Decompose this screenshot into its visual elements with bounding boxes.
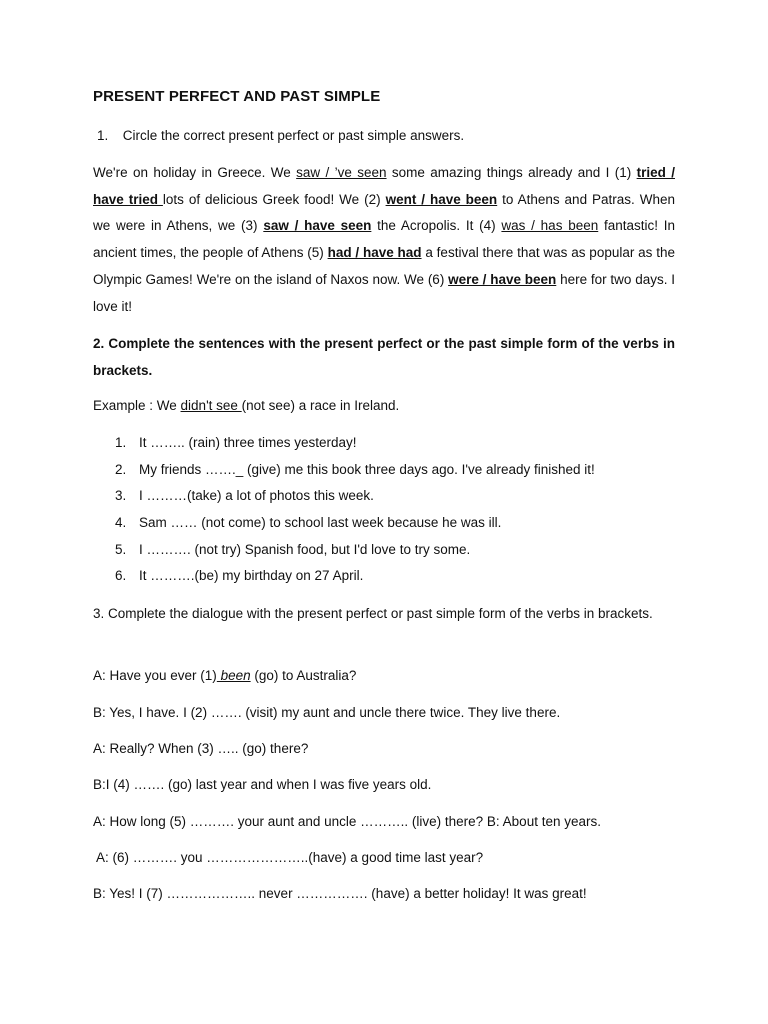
list-item xyxy=(93,514,693,541)
dialogue-example-answer: been xyxy=(216,668,251,683)
exercise-2-instruction: 2. Complete the sentences with the present perfect or the past simple form of the verbs in brackets. xyxy=(93,336,675,378)
example-answer: didn't see xyxy=(180,398,242,413)
dialogue-line: A: Really? When (3) ….. (go) there? xyxy=(93,741,309,756)
exercise-1-instruction-text: Circle the correct present perfect or past simple answers. xyxy=(122,128,465,143)
paragraph-text: fantastic! In ancient times, the people of Athens (5) xyxy=(93,218,676,261)
paragraph-text: a festival there that was as popular as the Olympic Games! We're on the island of Naxos now. We (6) xyxy=(93,245,675,287)
dialogue-line: B: Yes! I (7) ……………….. never ……………. (have) a better holiday! It was great! xyxy=(93,886,587,901)
item-text: It …….. (rain) three times yesterday! xyxy=(139,435,357,450)
dialogue-line: B: Yes, I have. I (2) ……. (visit) my aunt and uncle there twice. They live there. xyxy=(93,705,561,720)
page-title: PRESENT PERFECT AND PAST SIMPLE xyxy=(93,88,381,105)
item-number: 3. xyxy=(115,488,127,504)
paragraph-text: to Athens and Patras. When we were in Athens, we (3) xyxy=(93,191,675,234)
list-item xyxy=(93,567,693,594)
example-prefix: Example : We xyxy=(93,398,181,413)
item-text: My friends ……._ (give) me this book three days ago. I've already finished it! xyxy=(139,461,595,477)
answer-choice-6: were / have been xyxy=(448,271,557,287)
list-item xyxy=(93,434,693,461)
exercise-1-paragraph xyxy=(93,160,675,320)
list-item xyxy=(93,541,693,568)
dialogue-line-1 xyxy=(93,668,356,683)
dialogue-line: A: How long (5) ………. your aunt and uncle ……….. (live) there? B: About ten years. xyxy=(93,814,601,829)
list-item xyxy=(93,487,693,514)
paragraph-text: lots of delicious Greek food! We (2) xyxy=(162,191,386,207)
item-number: 4. xyxy=(115,515,127,531)
exercise-2-example xyxy=(93,398,399,413)
example-suffix: (not see) a race in Ireland. xyxy=(241,398,400,413)
dialogue-line: B:I (4) ……. (go) last year and when I was five years old. xyxy=(93,777,432,792)
exercise-1-instruction xyxy=(97,128,464,143)
item-text: It ……….(be) my birthday on 27 April. xyxy=(139,568,364,584)
answer-choice-example: saw / ’ve seen xyxy=(296,165,387,180)
answer-choice-5: had / have had xyxy=(327,245,422,261)
answer-choice-2: went / have been xyxy=(385,191,498,207)
paragraph-text: the Acropolis. It (4) xyxy=(371,218,502,234)
item-number: 6. xyxy=(115,568,127,584)
exercise-2-items xyxy=(93,434,693,594)
dialogue-prefix: A: Have you ever (1) xyxy=(93,668,217,683)
item-number: 5. xyxy=(115,541,127,557)
paragraph-text: some amazing things already and I (1) xyxy=(386,165,637,180)
dialogue-suffix: (go) to Australia? xyxy=(250,668,357,683)
dialogue-line: A: (6) ………. you …………………..(have) a good time last year? xyxy=(93,850,484,865)
item-text: I ………. (not try) Spanish food, but I'd love to try some. xyxy=(139,541,471,557)
item-text: Sam …… (not come) to school last week because he was ill. xyxy=(139,515,502,531)
answer-choice-4: was / has been xyxy=(501,218,599,234)
list-item xyxy=(93,461,693,488)
item-number: 2. xyxy=(115,461,127,477)
exercise-1-number: 1. xyxy=(97,128,109,143)
answer-choice-1: tried / have tried xyxy=(93,165,675,207)
item-text: I ………(take) a lot of photos this week. xyxy=(139,488,374,504)
exercise-3-instruction: 3. Complete the dialogue with the present perfect or past simple form of the verbs in brackets. xyxy=(93,606,653,621)
paragraph-text: We're on holiday in Greece. We xyxy=(93,165,297,180)
paragraph-text: here for two days. I love it! xyxy=(93,271,676,314)
answer-choice-3: saw / have seen xyxy=(263,218,372,234)
item-number: 1. xyxy=(115,435,127,450)
